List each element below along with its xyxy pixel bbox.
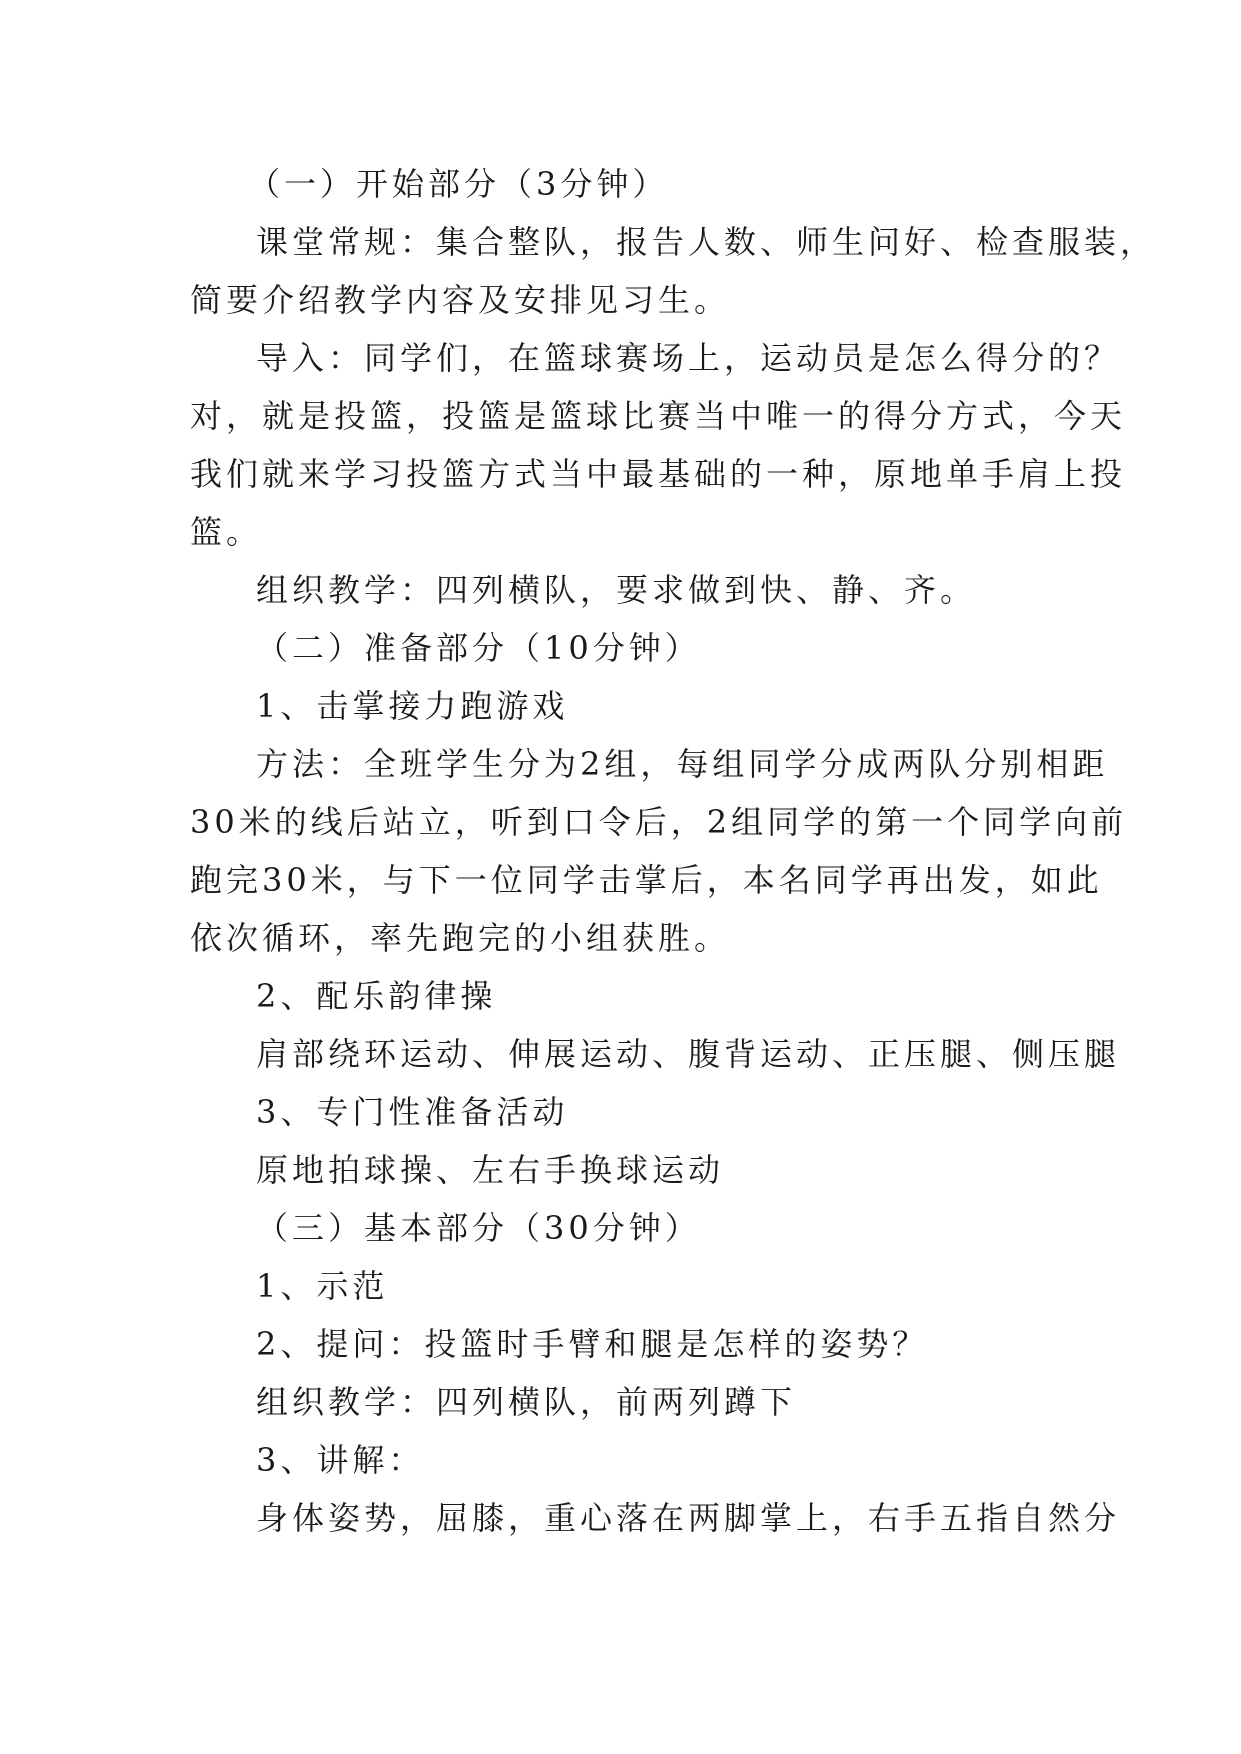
paragraph-line: 简要介绍教学内容及安排见习生。	[190, 281, 731, 319]
paragraph-line: 跑完30米，与下一位同学击掌后，本名同学再出发，如此	[190, 861, 1103, 899]
paragraph-line: 课堂常规：集合整队，报告人数、师生问好、检查服装，	[256, 223, 1157, 261]
paragraph-line: 我们就来学习投篮方式当中最基础的一种，原地单手肩上投	[190, 455, 1127, 493]
paragraph-line: 身体姿势，屈膝，重心落在两脚掌上，右手五指自然分	[256, 1499, 1121, 1537]
paragraph-line: 30米的线后站立，听到口令后，2组同学的第一个同学向前	[190, 803, 1128, 841]
paragraph-line: 对，就是投篮，投篮是篮球比赛当中唯一的得分方式，今天	[190, 397, 1127, 435]
list-item: 2、提问：投篮时手臂和腿是怎样的姿势？	[256, 1325, 929, 1363]
paragraph-line: 组织教学：四列横队，前两列蹲下	[256, 1383, 797, 1421]
paragraph-line: 依次循环，率先跑完的小组获胜。	[190, 919, 731, 957]
paragraph-line: 肩部绕环运动、伸展运动、腹背运动、正压腿、侧压腿	[256, 1035, 1121, 1073]
section-heading-basic: （三）基本部分（30分钟）	[256, 1209, 701, 1247]
list-item: 1、击掌接力跑游戏	[256, 687, 569, 725]
section-heading-prepare: （二）准备部分（10分钟）	[256, 629, 701, 667]
list-item: 3、专门性准备活动	[256, 1093, 569, 1131]
paragraph-line: 导入：同学们，在篮球赛场上，运动员是怎么得分的？	[256, 339, 1121, 377]
paragraph-line: 篮。	[190, 513, 263, 551]
list-item: 1、示范	[256, 1267, 389, 1305]
paragraph-line: 组织教学：四列横队，要求做到快、静、齐。	[256, 571, 977, 609]
paragraph-line: 方法：全班学生分为2组，每组同学分成两队分别相距	[256, 745, 1109, 783]
list-item: 3、讲解：	[256, 1441, 425, 1479]
paragraph-line: 原地拍球操、左右手换球运动	[256, 1151, 725, 1189]
list-item: 2、配乐韵律操	[256, 977, 497, 1015]
section-heading-start: （一）开始部分（3分钟）	[248, 165, 669, 203]
